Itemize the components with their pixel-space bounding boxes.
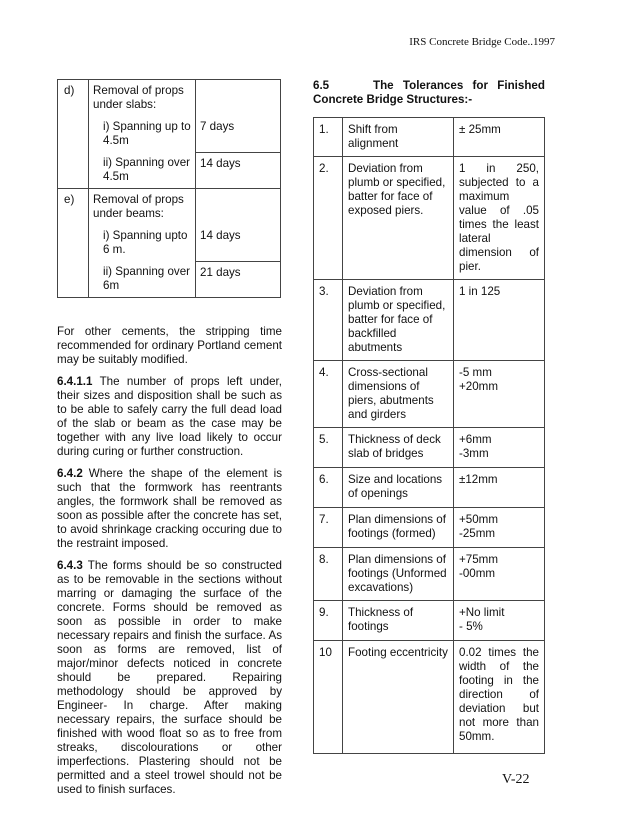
tolerance-value: +75mm -00mm xyxy=(454,548,545,601)
row-number: 5. xyxy=(314,428,343,468)
row-heading: Removal of props under beams: xyxy=(89,189,196,226)
tolerance-row xyxy=(314,280,545,361)
tolerance-value: ± 25mm xyxy=(454,118,545,157)
para-6-4-3 xyxy=(57,559,282,797)
tolerances-title xyxy=(313,79,545,93)
tolerance-item: Thickness of deck slab of bridges xyxy=(343,428,454,468)
page-header: IRS Concrete Bridge Code..1997 xyxy=(409,36,555,48)
tolerance-value: ±12mm xyxy=(454,468,545,508)
row-number: 1. xyxy=(314,118,343,157)
tolerance-item: Size and locations of openings xyxy=(343,468,454,508)
row-number: 2. xyxy=(314,157,343,280)
props-row xyxy=(58,189,281,226)
row-label: e) xyxy=(58,189,89,298)
tolerance-row xyxy=(314,468,545,508)
props-subrow xyxy=(58,261,281,298)
right-column xyxy=(313,79,545,754)
subrow-value: 14 days xyxy=(196,152,281,189)
tolerance-row xyxy=(314,548,545,601)
row-label: d) xyxy=(58,80,89,189)
subrow-text: ii) Spanning over 4.5m xyxy=(103,156,191,183)
tolerance-row xyxy=(314,157,545,280)
para-text: The forms should be so constructed as to be removable in the sections without marring or damaging the surface of the concrete. Forms should be removed as soon as possible in order to make necessary repairs and finish the surface. As soon as forms are removed, list of major/minor defects noticed in concrete should be prepared. Repairing methodology should be approved by Engineer- In charge. After making necessary repairs, the surface should be finished with wood float so as to free from streaks, discolourations or other imperfections. Plastering should not be permitted and a steel trowel should not be used to finish surfaces. xyxy=(57,559,282,796)
row-number: 10 xyxy=(314,641,343,754)
tolerance-item: Footing eccentricity xyxy=(343,641,454,754)
props-row xyxy=(58,80,281,117)
tolerances-title-line2: Concrete Bridge Structures:- xyxy=(313,93,473,106)
subrow-value: 14 days xyxy=(196,225,281,261)
tolerance-item: Cross-sectional dimensions of piers, abutments and girders xyxy=(343,361,454,428)
tolerance-row xyxy=(314,428,545,468)
subrow-text: ii) Spanning over 6m xyxy=(103,265,191,292)
tolerance-value: 0.02 times the width of the footing in the direction of deviation but not more than 50mm. xyxy=(454,641,545,754)
para-text: The number of props left under, their sizes and disposition shall be such as to be able to safely carry the full dead load of the slab or beam as the case may be together with any live load likely to occur during curing or further construction. xyxy=(57,375,282,458)
row-number: 6. xyxy=(314,468,343,508)
row-number: 7. xyxy=(314,508,343,548)
tolerance-row xyxy=(314,508,545,548)
tolerance-item: Shift from alignment xyxy=(343,118,454,157)
tolerance-item: Thickness of footings xyxy=(343,601,454,641)
para-6-4-1-1 xyxy=(57,375,282,459)
note-paragraph: For other cements, the stripping time recommended for ordinary Portland cement may be suitably modified. xyxy=(57,325,282,366)
para-number: 6.4.2 xyxy=(57,467,83,480)
para-number: 6.4.1.1 xyxy=(57,375,93,388)
section-number: 6.5 xyxy=(313,79,330,92)
props-removal-table xyxy=(57,79,281,298)
props-subrow xyxy=(58,152,281,189)
subrow-value: 21 days xyxy=(196,261,281,298)
subrow-text: i) Spanning upto 6 m. xyxy=(103,229,188,256)
empty-cell xyxy=(196,189,281,226)
para-number: 6.4.3 xyxy=(57,559,83,572)
row-heading: Removal of props under slabs: xyxy=(89,80,196,117)
tolerance-row xyxy=(314,641,545,754)
title-word: Tolerances xyxy=(402,79,464,92)
tolerance-item: Plan dimensions of footings (Unformed excavations) xyxy=(343,548,454,601)
left-column xyxy=(57,79,282,797)
tolerance-value: -5 mm +20mm xyxy=(454,361,545,428)
tolerance-item: Deviation from plumb or specified, batter for face of exposed piers. xyxy=(343,157,454,280)
props-subrow xyxy=(58,225,281,261)
tolerance-item: Plan dimensions of footings (formed) xyxy=(343,508,454,548)
title-word: Finished xyxy=(497,79,545,92)
title-word: for xyxy=(472,79,489,92)
tolerance-value: +6mm -3mm xyxy=(454,428,545,468)
tolerance-row xyxy=(314,361,545,428)
row-number: 9. xyxy=(314,601,343,641)
row-number: 4. xyxy=(314,361,343,428)
empty-cell xyxy=(196,80,281,117)
tolerance-item: Deviation from plumb or specified, batter for face of backfilled abutments xyxy=(343,280,454,361)
tolerance-value: +No limit - 5% xyxy=(454,601,545,641)
page-number: V-22 xyxy=(502,772,530,787)
row-number: 8. xyxy=(314,548,343,601)
subrow-text: i) Spanning up to 4.5m xyxy=(103,120,191,147)
tolerance-value: +50mm -25mm xyxy=(454,508,545,548)
tolerance-value: 1 in 250, subjected to a maximum value of .05 times the least lateral dimension of pier. xyxy=(454,157,545,280)
subrow-value: 7 days xyxy=(196,116,281,152)
tolerance-row xyxy=(314,601,545,641)
para-6-4-2 xyxy=(57,467,282,551)
tolerance-value: 1 in 125 xyxy=(454,280,545,361)
tolerance-row xyxy=(314,118,545,157)
para-text: Where the shape of the element is such that the formwork has reentrants angles, the formwork shall be removed as soon as possible after the concrete has set, to avoid shrinkage cracking occuring due to the restraint imposed. xyxy=(57,467,282,550)
props-subrow xyxy=(58,116,281,152)
row-number: 3. xyxy=(314,280,343,361)
title-word: The xyxy=(373,79,394,92)
tolerances-table xyxy=(313,117,545,754)
